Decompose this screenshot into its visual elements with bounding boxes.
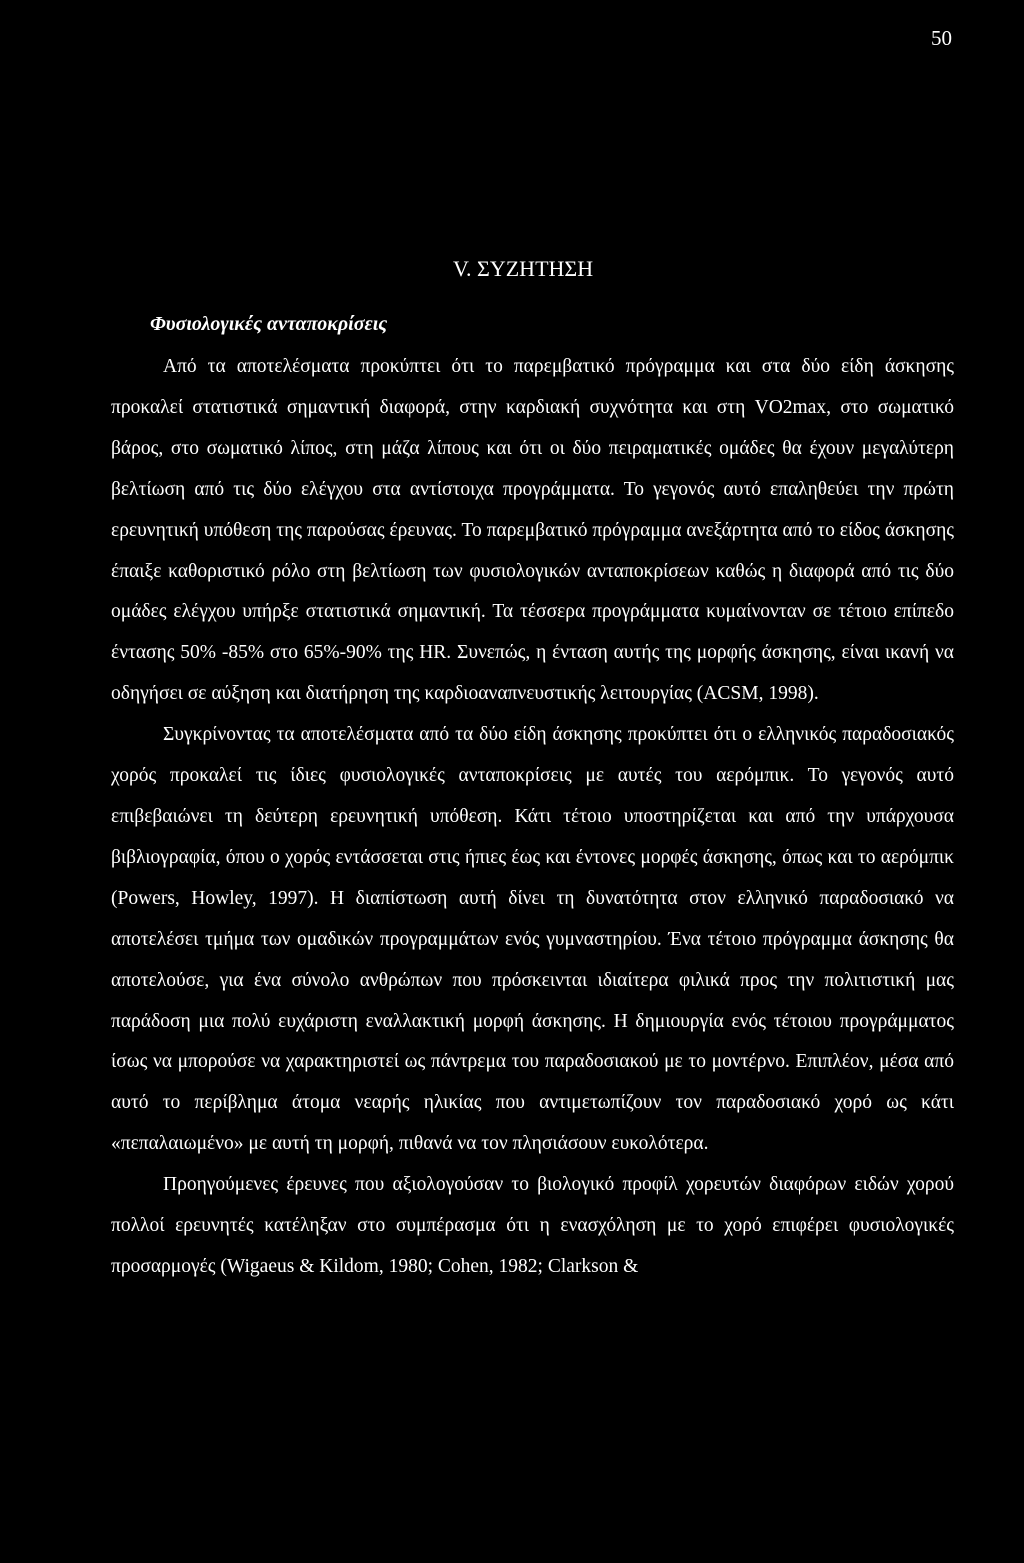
paragraph-2: Συγκρίνοντας τα αποτελέσματα από τα δύο είδη άσκησης προκύπτει ότι ο ελληνικός παραδοσιακός χορός προκαλεί τις ίδιες φυσιολογικές ανταποκρίσεις με αυτές του αερόμπικ. Το γεγονός αυτό επιβεβαιώνει τη δεύτερη ερευνητική υπόθεση. Κάτι τέτοιο υποστηρίζεται και από την υπάρχουσα βιβλιογραφία, όπου ο χορός εντάσσεται στις ήπιες έως και έντονες μορφές άσκησης, όπως και το αερόμπικ (Powers, Howley, 1997). Η διαπίστωση αυτή δίνει τη δυνατότητα στον ελληνικό παραδοσιακό να αποτελέσει τμήμα των ομαδικών προγραμμάτων ενός γυμναστηρίου. Ένα τέτοιο πρόγραμμα άσκησης θα αποτελούσε, για ένα σύνολο ανθρώπων που πρόσκεινται ιδιαίτερα φιλικά προς την πολιτιστική μας παράδοση μια πολύ ευχάριστη εναλλακτική μορφή άσκησης. Η δημιουργία ενός τέτοιου προγράμματος ίσως να μπορούσε να χαρακτηριστεί ως πάντρεμα του παραδοσιακού με το μοντέρνο. Επιπλέον, μέσα από αυτό το περίβλημα άτομα νεαρής ηλικίας που αντιμετωπίζουν τον παραδοσιακό χορό ως κάτι «πεπαλαιωμένο» με αυτή τη μορφή, πιθανά να τον πλησιάσουν ευκολότερα.: [111, 724, 954, 1155]
body-text: [111, 347, 954, 1288]
section-heading: Φυσιολογικές ανταποκρίσεις: [150, 313, 388, 335]
chapter-heading: V. ΣΥΖΗΤΗΣΗ: [453, 256, 594, 281]
page-number: 50: [931, 26, 952, 50]
paragraph-1: Από τα αποτελέσματα προκύπτει ότι το παρεμβατικό πρόγραμμα και στα δύο είδη άσκησης προκαλεί στατιστικά σημαντική διαφορά, στην καρδιακή συχνότητα και στη VO2max, στο σωματικό βάρος, στο σωματικό λίπος, στη μάζα λίπους και ότι οι δύο πειραματικές ομάδες θα έχουν μεγαλύτερη βελτίωση από τις δύο ελέγχου στα αντίστοιχα προγράμματα. Το γεγονός αυτό επαληθεύει την πρώτη ερευνητική υπόθεση της παρούσας έρευνας. Το παρεμβατικό πρόγραμμα ανεξάρτητα από το είδος άσκησης έπαιξε καθοριστικό ρόλο στη βελτίωση των φυσιολογικών ανταποκρίσεων καθώς η διαφορά από τις δύο ομάδες ελέγχου υπήρξε στατιστικά σημαντική. Τα τέσσερα προγράμματα κυμαίνονταν σε τέτοιο επίπεδο έντασης 50% -85% στο 65%-90% της HR. Συνεπώς, η ένταση αυτής της μορφής άσκησης, είναι ικανή να οδηγήσει σε αύξηση και διατήρηση της καρδιοαναπνευστικής λειτουργίας (ACSM, 1998).: [111, 356, 954, 705]
paragraph-3: Προηγούμενες έρευνες που αξιολογούσαν το βιολογικό προφίλ χορευτών διαφόρων ειδών χορού πολλοί ερευνητές κατέληξαν στο συμπέρασμα ότι η ενασχόληση με το χορό επιφέρει φυσιολογικές προσαρμογές (Wigaeus & Kildom, 1980; Cohen, 1982; Clarkson &: [111, 1174, 954, 1277]
